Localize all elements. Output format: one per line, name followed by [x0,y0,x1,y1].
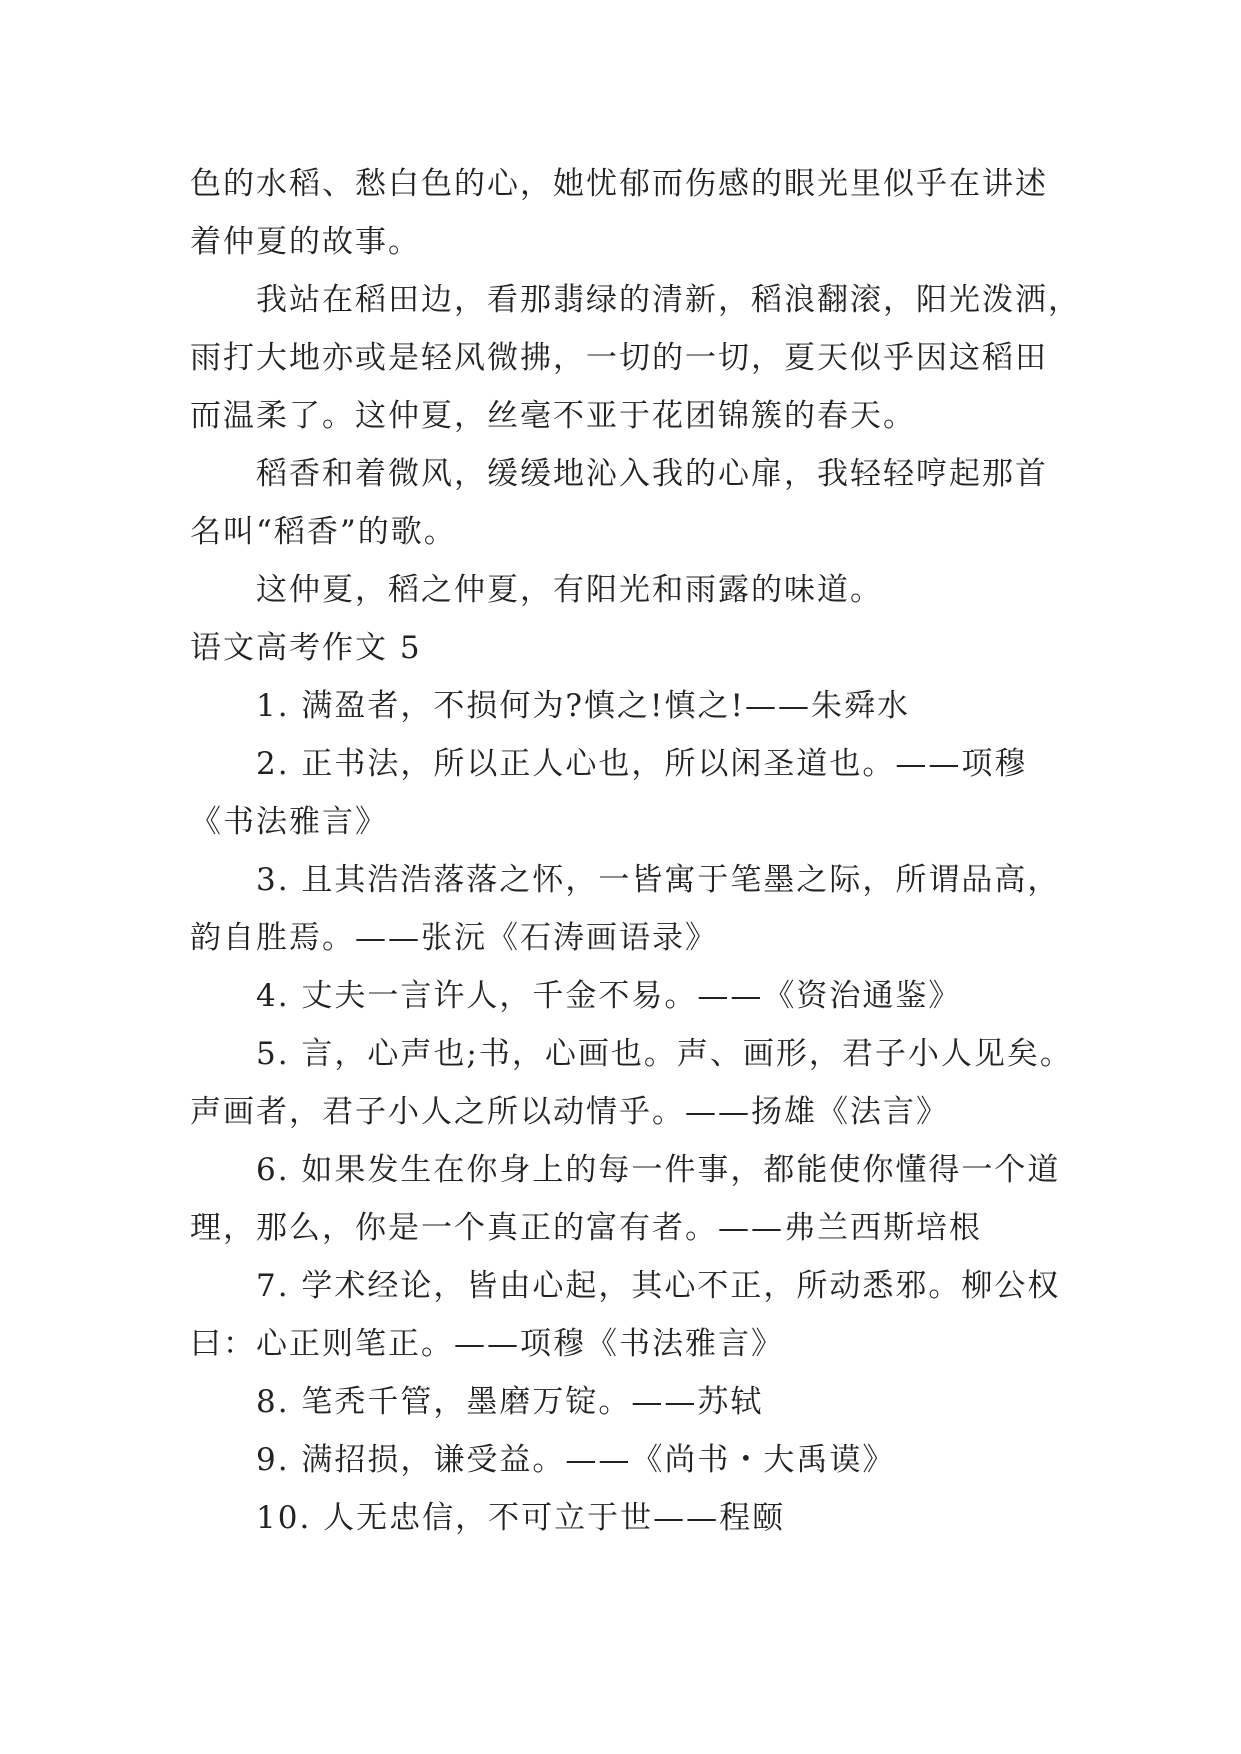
text-line: 1. 满盈者，不损何为?慎之!慎之!——朱舜水 [256,688,910,724]
text-line: 6. 如果发生在你身上的每一件事，都能使你懂得一个道 [256,1152,1061,1188]
text-line: 10. 人无忠信，不可立于世——程颐 [256,1500,786,1536]
text-line: 理，那么，你是一个真正的富有者。——弗兰西斯培根 [190,1210,982,1246]
text-line: 声画者，君子小人之所以动情乎。——扬雄《法言》 [190,1094,949,1130]
text-line: 4. 丈夫一言许人，千金不易。——《资治通鉴》 [256,978,962,1014]
text-line: 8. 笔秃千管，墨磨万锭。——苏轼 [256,1384,764,1420]
text-line: 7. 学术经论，皆由心起，其心不正，所动悉邪。柳公权 [256,1268,1061,1304]
text-line: 2. 正书法，所以正人心也，所以闲圣道也。——项穆 [256,746,1028,782]
text-line: 语文高考作文 5 [190,630,422,666]
text-line: 5. 言，心声也;书，心画也。声、画形，君子小人见矣。 [256,1036,1073,1072]
text-line: 《书法雅言》 [190,804,388,840]
text-line: 这仲夏，稻之仲夏，有阳光和雨露的味道。 [256,572,883,608]
text-line: 韵自胜焉。——张沅《石涛画语录》 [190,920,718,956]
text-line: 色的水稻、愁白色的心，她忧郁而伤感的眼光里似乎在讲述 [190,166,1048,202]
document-body [190,155,1081,1547]
text-line: 9. 满招损，谦受益。——《尚书・大禹谟》 [256,1442,896,1478]
text-line: 曰：心正则笔正。——项穆《书法雅言》 [190,1326,784,1362]
text-line: 名叫“稻香”的歌。 [190,514,457,550]
text-line: 而温柔了。这仲夏，丝毫不亚于花团锦簇的春天。 [190,398,916,434]
text-line: 雨打大地亦或是轻风微拂，一切的一切，夏天似乎因这稻田 [190,340,1048,376]
text-line: 3. 且其浩浩落落之怀，一皆寓于笔墨之际，所谓品高， [256,862,1061,898]
text-line: 我站在稻田边，看那翡绿的清新，稻浪翻滚，阳光泼洒， [256,282,1081,318]
text-line: 着仲夏的故事。 [190,224,421,260]
text-line: 稻香和着微风，缓缓地沁入我的心扉，我轻轻哼起那首 [256,456,1048,492]
